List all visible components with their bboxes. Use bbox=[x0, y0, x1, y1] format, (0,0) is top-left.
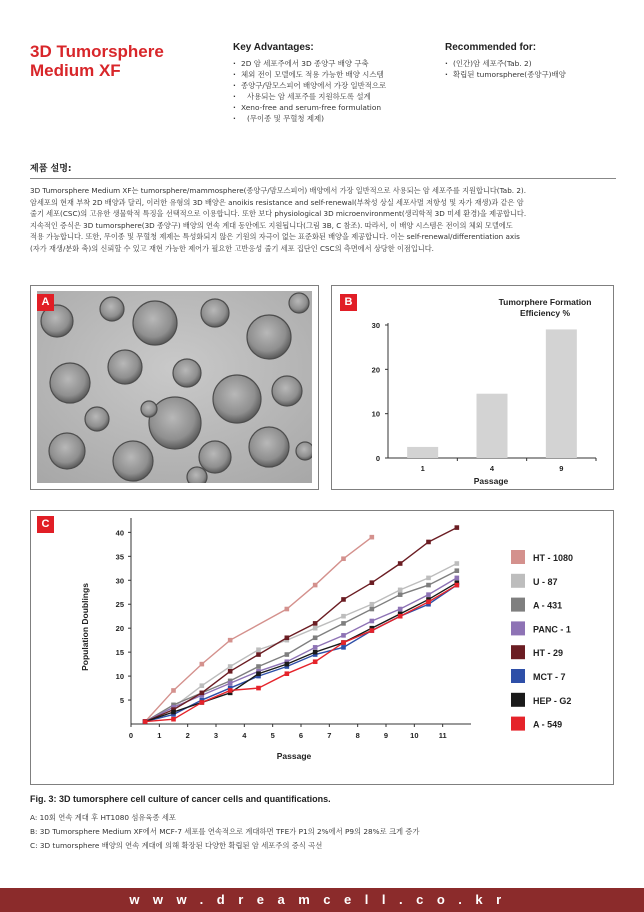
legend-label: PANC - 1 bbox=[533, 624, 571, 635]
series-point bbox=[341, 614, 346, 619]
line-x-tick-label: 4 bbox=[242, 731, 247, 740]
bar-x-tick-label: 4 bbox=[489, 464, 495, 473]
bar bbox=[546, 329, 577, 458]
series-point bbox=[285, 671, 290, 676]
series-point bbox=[256, 686, 261, 691]
legend-label: A - 431 bbox=[533, 600, 563, 611]
series-point bbox=[370, 535, 375, 540]
bar-x-tick-label: 1 bbox=[420, 464, 425, 473]
series-point bbox=[341, 597, 346, 602]
key-advantages bbox=[233, 42, 433, 124]
tumorsphere bbox=[173, 359, 201, 387]
series-point bbox=[341, 640, 346, 645]
line-x-tick-label: 11 bbox=[438, 731, 447, 740]
tumorsphere bbox=[199, 441, 231, 473]
series-point bbox=[370, 619, 375, 624]
series-point bbox=[200, 683, 205, 688]
series-point bbox=[171, 688, 176, 693]
series-point bbox=[313, 645, 318, 650]
series-point bbox=[398, 592, 403, 597]
bar-y-tick-label: 20 bbox=[371, 365, 380, 375]
caption-line: C: 3D tumorsphere 배양의 연속 계대에 의해 확장된 다양한 확립된 암 세포주의 증식 곡선 bbox=[30, 841, 323, 850]
key-advantage-item: · 사용되는 암 세포주를 지원하도록 설계 bbox=[233, 91, 433, 102]
series-point bbox=[256, 664, 261, 669]
series-point bbox=[228, 669, 233, 674]
description-line: 지속적인 증식은 3D tumorsphere(3D 종양구) 배양의 연속 계대 동안에도 지원됩니다(그림 3B, C 참조). 따라서, 이 배양 시스템은 전이의 체외 모델에도 bbox=[30, 220, 513, 230]
recommended-item: · 확립된 tumorsphere(종양구)배양 bbox=[445, 69, 625, 80]
series-point bbox=[455, 576, 460, 581]
population-doublings-chart bbox=[30, 510, 614, 785]
panel-c-label: C bbox=[37, 516, 54, 533]
series-point bbox=[313, 659, 318, 664]
series-point bbox=[370, 602, 375, 607]
line-y-tick-label: 40 bbox=[115, 528, 124, 538]
panel-a-label: A bbox=[37, 294, 54, 311]
series-point bbox=[341, 645, 346, 650]
description-line: 암세포의 현재 부착 2D 배양과 달리, 이러한 유형의 3D 배양은 anoikis resistance and self-renewal(부착성 상실 세포사멸 저항성 및 자가 재생)과 같은 암 bbox=[30, 197, 524, 207]
tumorsphere bbox=[247, 315, 291, 359]
key-advantage-item: · 체외 전이 모델에도 적용 가능한 배양 시스템 bbox=[233, 69, 433, 80]
recommended-item: · (인간)암 세포주(Tab. 2) bbox=[445, 58, 625, 69]
bar-y-tick-label: 10 bbox=[371, 409, 380, 419]
key-advantages-heading: Key Advantages: bbox=[233, 42, 314, 53]
series-point bbox=[228, 638, 233, 643]
series-point bbox=[171, 717, 176, 722]
product-title-line-2: Medium XF bbox=[30, 61, 121, 80]
series-line bbox=[145, 537, 372, 721]
tumorsphere bbox=[85, 407, 109, 431]
series-point bbox=[313, 583, 318, 588]
series-point bbox=[455, 561, 460, 566]
series-line bbox=[145, 585, 457, 722]
series-point bbox=[455, 568, 460, 573]
figure-caption-title: Fig. 3: 3D tumorsphere cell culture of cancer cells and quantifications. bbox=[30, 794, 331, 804]
line-x-tick-label: 2 bbox=[185, 731, 190, 740]
series-point bbox=[370, 628, 375, 633]
bar bbox=[477, 394, 508, 458]
series-point bbox=[341, 556, 346, 561]
legend-swatch bbox=[511, 550, 525, 564]
series-point bbox=[455, 525, 460, 530]
tumorsphere bbox=[201, 299, 229, 327]
line-y-tick-label: 35 bbox=[115, 552, 124, 562]
tfe-bar-chart bbox=[331, 285, 614, 490]
series-point bbox=[256, 671, 261, 676]
series-point bbox=[285, 662, 290, 667]
line-y-tick-label: 20 bbox=[115, 624, 124, 634]
description-body bbox=[30, 185, 620, 255]
series-point bbox=[256, 647, 261, 652]
bar bbox=[407, 447, 438, 458]
series-point bbox=[313, 621, 318, 626]
legend-swatch bbox=[511, 645, 525, 659]
key-advantages-list bbox=[233, 58, 433, 124]
series-line bbox=[145, 585, 457, 722]
series-point bbox=[200, 662, 205, 667]
legend-label: MCT - 7 bbox=[533, 672, 566, 682]
series-point bbox=[398, 588, 403, 593]
recommended-for bbox=[445, 42, 625, 80]
tumorsphere bbox=[108, 350, 142, 384]
panel-b-label: B bbox=[340, 294, 357, 311]
bar-chart-title-2: Efficiency % bbox=[519, 308, 571, 318]
legend-swatch bbox=[511, 574, 525, 588]
line-x-tick-label: 1 bbox=[157, 731, 162, 740]
series-point bbox=[313, 626, 318, 631]
description-divider bbox=[30, 178, 616, 179]
series-point bbox=[171, 710, 176, 715]
series-point bbox=[313, 635, 318, 640]
description-line: 적용 가능합니다. 또한, 무이종 및 무혈청 제제는 특성화되지 않은 기원의 자극이 없는 표준화된 배양을 제공합니다. 이는 self-renewal/differentiation axis bbox=[30, 232, 520, 242]
legend-swatch bbox=[511, 621, 525, 635]
legend-label: HEP - G2 bbox=[533, 695, 572, 706]
series-point bbox=[256, 652, 261, 657]
tumorsphere bbox=[272, 376, 302, 406]
series-point bbox=[398, 614, 403, 619]
key-advantage-item: · 2D 암 세포주에서 3D 종양구 배양 구축 bbox=[233, 58, 433, 69]
series-point bbox=[200, 700, 205, 705]
tumorsphere bbox=[50, 363, 90, 403]
legend-swatch bbox=[511, 693, 525, 707]
tumorsphere bbox=[133, 301, 177, 345]
recommended-list bbox=[445, 58, 625, 80]
series-point bbox=[285, 607, 290, 612]
line-y-tick-label: 5 bbox=[119, 696, 124, 706]
figure-caption-body bbox=[30, 812, 620, 851]
tumorsphere-micrograph bbox=[37, 291, 312, 483]
legend-swatch bbox=[511, 669, 525, 683]
tumorsphere bbox=[187, 467, 207, 483]
line-x-tick-label: 9 bbox=[383, 731, 389, 740]
line-y-tick-label: 15 bbox=[115, 648, 124, 658]
legend-label: U - 87 bbox=[533, 576, 558, 587]
line-x-tick-label: 7 bbox=[327, 731, 332, 740]
legend-label: A - 549 bbox=[533, 719, 563, 730]
website-footer[interactable]: www.dreamcell.co.kr bbox=[0, 888, 644, 912]
key-advantage-item: · (무이종 및 무혈청 제제) bbox=[233, 113, 433, 124]
tumorsphere bbox=[296, 442, 312, 460]
legend-swatch bbox=[511, 717, 525, 731]
tumorsphere bbox=[100, 297, 124, 321]
legend-label: HT - 29 bbox=[533, 648, 564, 659]
series-point bbox=[426, 592, 431, 597]
tumorsphere bbox=[289, 293, 309, 313]
series-point bbox=[341, 633, 346, 638]
recommended-heading: Recommended for: bbox=[445, 42, 537, 53]
line-x-tick-label: 3 bbox=[213, 731, 219, 740]
tumorsphere bbox=[49, 433, 85, 469]
line-chart-xlabel: Passage bbox=[276, 751, 312, 761]
key-advantage-item: · Xeno-free and serum-free formulation bbox=[233, 102, 433, 113]
key-advantage-item: · 종양구/맘모스피어 배양에서 가장 일반적으로 bbox=[233, 80, 433, 91]
series-line bbox=[145, 578, 457, 722]
description-line: 3D Tumorsphere Medium XF는 tumorsphere/mammosphere(종양구/맘모스피어) 배양에서 가장 일반적으로 사용되는 암 세포주를 지원합니다(Tab. 2). bbox=[30, 186, 527, 195]
line-x-tick-label: 0 bbox=[128, 731, 134, 740]
series-point bbox=[398, 607, 403, 612]
series-point bbox=[455, 583, 460, 588]
series-point bbox=[370, 580, 375, 585]
series-point bbox=[398, 561, 403, 566]
series-point bbox=[313, 650, 318, 655]
series-point bbox=[341, 621, 346, 626]
line-chart-ylabel: Population Doublings bbox=[80, 583, 90, 671]
legend-label: HT - 1080 bbox=[533, 553, 574, 563]
series-point bbox=[228, 664, 233, 669]
tumorsphere bbox=[113, 441, 153, 481]
product-title-line-1: 3D Tumorsphere bbox=[30, 42, 164, 61]
series-point bbox=[228, 681, 233, 686]
bar-chart-title-1: Tumorphere Formation bbox=[498, 297, 592, 307]
line-x-tick-label: 6 bbox=[298, 731, 304, 740]
bar-chart-xlabel: Passage bbox=[473, 476, 509, 486]
series-point bbox=[426, 576, 431, 581]
line-x-tick-label: 8 bbox=[355, 731, 360, 740]
line-x-tick-label: 10 bbox=[410, 731, 419, 740]
line-y-tick-label: 30 bbox=[115, 576, 124, 586]
series-point bbox=[370, 607, 375, 612]
line-y-tick-label: 25 bbox=[115, 600, 124, 610]
product-title bbox=[30, 42, 220, 80]
series-point bbox=[200, 691, 205, 696]
description-line: 줄기 세포(CSC)의 고유한 생물학적 특징을 선택적으로 이용합니다. 또한 보다 physiological 3D microenvironment(생리학적 3D 미세 환경)을 제공합니다. bbox=[30, 209, 527, 219]
bar-y-tick-label: 30 bbox=[371, 321, 380, 330]
tumorsphere bbox=[149, 397, 201, 449]
series-point bbox=[285, 635, 290, 640]
series-line bbox=[145, 564, 457, 722]
bar-x-tick-label: 9 bbox=[559, 464, 564, 473]
series-point bbox=[228, 688, 233, 693]
caption-line: B: 3D Tumorsphere Medium XF에서 MCF-7 세포를 연속적으로 계대하면 TFE가 P1의 2%에서 P9의 28%로 크게 증가 bbox=[30, 827, 420, 836]
series-point bbox=[426, 600, 431, 605]
description-line: (자가 재생/분화 축)의 신뢰할 수 있고 재현 가능한 제어가 필요한 고반응성 줄기 세포 집단인 CSC의 측면에서 상당한 이점입니다. bbox=[30, 243, 434, 253]
line-x-tick-label: 5 bbox=[270, 731, 275, 740]
legend-swatch bbox=[511, 598, 525, 612]
description-heading: 제품 설명: bbox=[30, 164, 72, 174]
bar-y-tick-label: 0 bbox=[375, 454, 380, 463]
series-point bbox=[285, 652, 290, 657]
series-point bbox=[143, 719, 148, 724]
tumorsphere bbox=[141, 401, 157, 417]
series-point bbox=[426, 583, 431, 588]
caption-line: A: 10회 연속 계대 후 HT1080 섬유육종 세포 bbox=[30, 813, 176, 822]
series-point bbox=[426, 540, 431, 545]
tumorsphere bbox=[249, 427, 289, 467]
tumorsphere bbox=[213, 375, 261, 423]
line-y-tick-label: 10 bbox=[115, 672, 124, 682]
